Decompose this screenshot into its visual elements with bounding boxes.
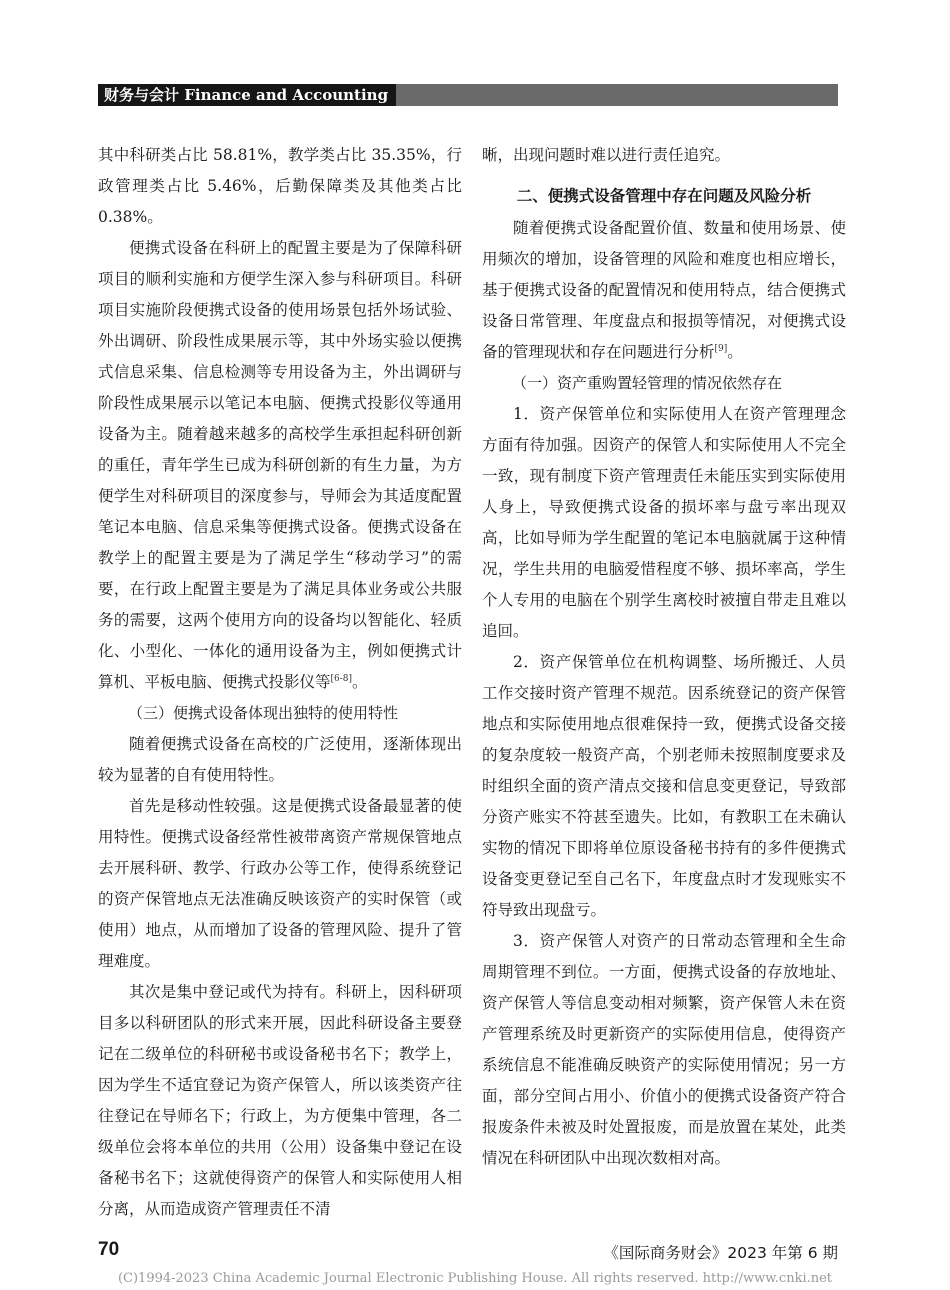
paragraph-text: 随着便携式设备配置价值、数量和使用场景、使用频次的增加，设备管理的风险和难度也相应增长，基于便携式设备的配置情况和使用特点，结合便携式设备日常管理、年度盘点和报损等情况，对便携式设备的管理现状和存在问题进行分析 — [482, 219, 846, 361]
paragraph: 便携式设备在科研上的配置主要是为了保障科研项目的顺利实施和方便学生深入参与科研项目。科研项目实施阶段便携式设备的使用场景包括外场试验、外出调研、阶段性成果展示等，其中外场实验以便携式信息采集、信息检测等专用设备为主，外出调研与阶段性成果展示以笔记本电脑、便携式投影仪等通用设备为主。随着越来越多的高校学生承担起科研创新的重任，青年学生已成为科研创新的有生力量，为方便学生对科研项目的深度参与，导师会为其适度配置笔记本电脑、信息采集等便携式设备。便携式设备在教学上的配置主要是为了满足学生“移动学习”的需要，在行政上配置主要是为了满足具体业务或公共服务的需要，这两个使用方向的设备均以智能化、轻质化、小型化、一体化的通用设备为主，例如便携式计算机、平板电脑、便携式投影仪等[6-8]。 — [98, 239, 462, 691]
page-number: 70 — [98, 1239, 120, 1260]
paragraph: 其中科研类占比 58.81%，教学类占比 35.35%，行政管理类占比 5.46%，后勤保障类及其他类占比 0.38%。 — [98, 146, 462, 226]
running-header-bar — [98, 84, 838, 106]
paragraph: 其次是集中登记或代为持有。科研上，因科研项目多以科研团队的形式来开展，因此科研设备主要登记在二级单位的科研秘书或设备秘书名下；教学上，因为学生不适宜登记为资产保管人，所以该类资产往往登记在导师名下；行政上，为方便集中管理，各二级单位会将本单位的共用（公用）设备集中登记在设备秘书名下；这就使得资产的保管人和实际使用人相分离，从而造成资产管理责任不清 — [98, 983, 462, 1218]
paragraph: 1．资产保管单位和实际使用人在资产管理理念方面有待加强。因资产的保管人和实际使用人不完全一致，现有制度下资产管理责任未能压实到实际使用人身上，导致便携式设备的损坏率与盘亏率出现双高，比如导师为学生配置的笔记本电脑就属于这种情况，学生共用的电脑爱惜程度不够、损坏率高，学生个人专用的电脑在个别学生离校时被擅自带走且难以追回。 — [482, 405, 846, 640]
copyright-notice: (C)1994-2023 China Academic Journal Electronic Publishing House. All rights reserved. http://www.cnki.net — [117, 1271, 833, 1286]
citation-ref[interactable]: [6-8] — [330, 673, 353, 684]
paragraph: 随着便携式设备配置价值、数量和使用场景、使用频次的增加，设备管理的风险和难度也相应增长，基于便携式设备的配置情况和使用特点，结合便携式设备日常管理、年度盘点和报损等情况，对便携式设备的管理现状和存在问题进行分析[9]。 — [482, 219, 846, 361]
subsection-heading: （三）便携式设备体现出独特的使用特性 — [128, 704, 399, 722]
paragraph: 晰，出现问题时难以进行责任追究。 — [482, 146, 731, 164]
subsection-heading: （一）资产重购置轻管理的情况依然存在 — [512, 374, 783, 392]
citation-ref[interactable]: [9] — [714, 343, 728, 354]
journal-issue: 《国际商务财会》2023 年第 6 期 — [603, 1244, 838, 1262]
section-heading: 二、便携式设备管理中存在问题及风险分析 — [516, 187, 812, 205]
paragraph: 随着便携式设备在高校的广泛使用，逐渐体现出较为显著的自有使用特性。 — [98, 735, 462, 784]
right-column — [482, 140, 846, 1174]
paragraph: 首先是移动性较强。这是便携式设备最显著的使用特性。便携式设备经常性被带离资产常规保管地点去开展科研、教学、行政办公等工作，使得系统登记的资产保管地点无法准确反映该资产的实时保管（或使用）地点，从而增加了设备的管理风险、提升了管理难度。 — [98, 797, 462, 970]
paragraph: 2．资产保管单位在机构调整、场所搬迁、人员工作交接时资产管理不规范。因系统登记的资产保管地点和实际使用地点很难保持一致，便携式设备交接的复杂度较一般资产高，个别老师未按照制度要求及时组织全面的资产清点交接和信息变更登记，导致部分资产账实不符甚至遗失。比如，有教职工在未确认实物的情况下即将单位原设备秘书持有的多件便携式设备变更登记至自己名下，年度盘点时才发现账实不符导致出现盘亏。 — [482, 653, 846, 919]
section-label: 财务与会计 Finance and Accounting — [98, 84, 396, 106]
paragraph-text: 便携式设备在科研上的配置主要是为了保障科研项目的顺利实施和方便学生深入参与科研项目。科研项目实施阶段便携式设备的使用场景包括外场试验、外出调研、阶段性成果展示等，其中外场实验以便携式信息采集、信息检测等专用设备为主，外出调研与阶段性成果展示以笔记本电脑、便携式投影仪等通用设备为主。随着越来越多的高校学生承担起科研创新的重任，青年学生已成为科研创新的有生力量，为方便学生对科研项目的深度参与，导师会为其适度配置笔记本电脑、信息采集等便携式设备。便携式设备在教学上的配置主要是为了满足学生“移动学习”的需要，在行政上配置主要是为了满足具体业务或公共服务的需要，这两个使用方向的设备均以智能化、轻质化、小型化、一体化的通用设备为主，例如便携式计算机、平板电脑、便携式投影仪等 — [98, 239, 462, 691]
left-column — [98, 140, 462, 1225]
paragraph: 3．资产保管人对资产的日常动态管理和全生命周期管理不到位。一方面，便携式设备的存放地址、资产保管人等信息变动相对频繁，资产保管人未在资产管理系统及时更新资产的实际使用信息，使得资产系统信息不能准确反映资产的实际使用情况；另一方面，部分空间占用小、价值小的便携式设备资产符合报废条件未被及时处置报废，而是放置在某处，此类情况在科研团队中出现次数相对高。 — [482, 932, 846, 1167]
